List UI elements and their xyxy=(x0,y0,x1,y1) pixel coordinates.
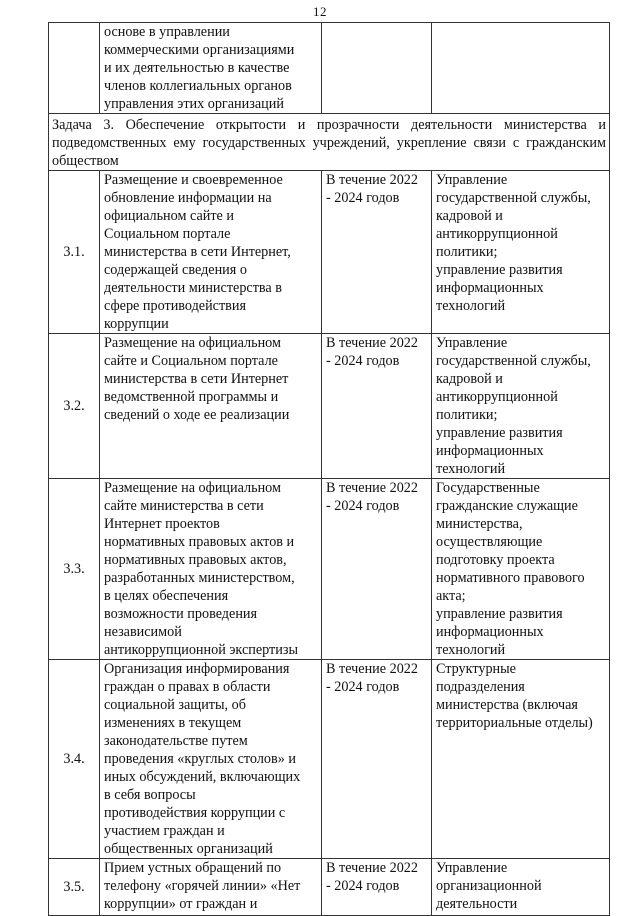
event-cell: Прием устных обращений по телефону «горячей линии» «Нет коррупции» от граждан и xyxy=(100,859,322,916)
responsible-cell: Структурные подразделения министерства (включая территориальные отделы) xyxy=(432,660,610,859)
table-row xyxy=(49,23,610,114)
event-cell: Организация информирования граждан о правах в области социальной защиты, об изменениях в текущем законодательстве путем проведения «круглых столов» и иных обсуждений, включающих в себя вопросы противодействия коррупции с участием граждан и общественных организаций xyxy=(100,660,322,859)
row-number-cell: 3.5. xyxy=(49,859,100,916)
task-heading-row xyxy=(49,114,610,171)
period-cell: В течение 2022 - 2024 годов xyxy=(322,171,432,334)
page-number: 12 xyxy=(313,4,327,19)
period-cell: В течение 2022 - 2024 годов xyxy=(322,859,432,916)
event-cell: Размещение и своевременное обновление информации на официальном сайте и Социальном портале министерства в сети Интернет, содержащей сведения о деятельности министерства в сфере противодействия коррупции xyxy=(100,171,322,334)
responsible-cell: Государственные гражданские служащие министерства, осуществляющие подготовку проекта нормативного правового акта; управление развития информационных технологий xyxy=(432,479,610,660)
table-row xyxy=(49,660,610,859)
event-cell: Размещение на официальном сайте министерства в сети Интернет проектов нормативных правовых актов и нормативных правовых актов, разработанных министерством, в целях обеспечения возможности проведения независимой антикоррупционной экспертизы xyxy=(100,479,322,660)
period-cell: В течение 2022 - 2024 годов xyxy=(322,334,432,479)
table-row xyxy=(49,479,610,660)
responsible-cell: Управление организационной деятельности xyxy=(432,859,610,916)
responsible-cell: Управление государственной службы, кадровой и антикоррупционной политики; управление развития информационных технологий xyxy=(432,334,610,479)
table-row xyxy=(49,171,610,334)
table-row xyxy=(49,859,610,916)
row-number-cell: 3.2. xyxy=(49,334,100,479)
measures-table xyxy=(48,22,610,916)
responsible-cell: Управление государственной службы, кадровой и антикоррупционной политики; управление развития информационных технологий xyxy=(432,171,610,334)
table-row xyxy=(49,334,610,479)
row-number-cell: 3.4. xyxy=(49,660,100,859)
period-cell xyxy=(322,23,432,114)
period-cell: В течение 2022 - 2024 годов xyxy=(322,660,432,859)
event-cell: Размещение на официальном сайте и Социальном портале министерства в сети Интернет ведомственной программы и сведений о ходе ее реализации xyxy=(100,334,322,479)
row-number-cell: 3.1. xyxy=(49,171,100,334)
event-cell: основе в управлении коммерческими организациями и их деятельностью в качестве членов коллегиальных органов управления этих организаций xyxy=(100,23,322,114)
task-heading: Задача 3. Обеспечение открытости и прозрачности деятельности министерства и подведомственных ему государственных учреждений, укрепление связи с гражданским обществом xyxy=(49,114,610,171)
responsible-cell xyxy=(432,23,610,114)
row-number-cell xyxy=(49,23,100,114)
period-cell: В течение 2022 - 2024 годов xyxy=(322,479,432,660)
row-number-cell: 3.3. xyxy=(49,479,100,660)
